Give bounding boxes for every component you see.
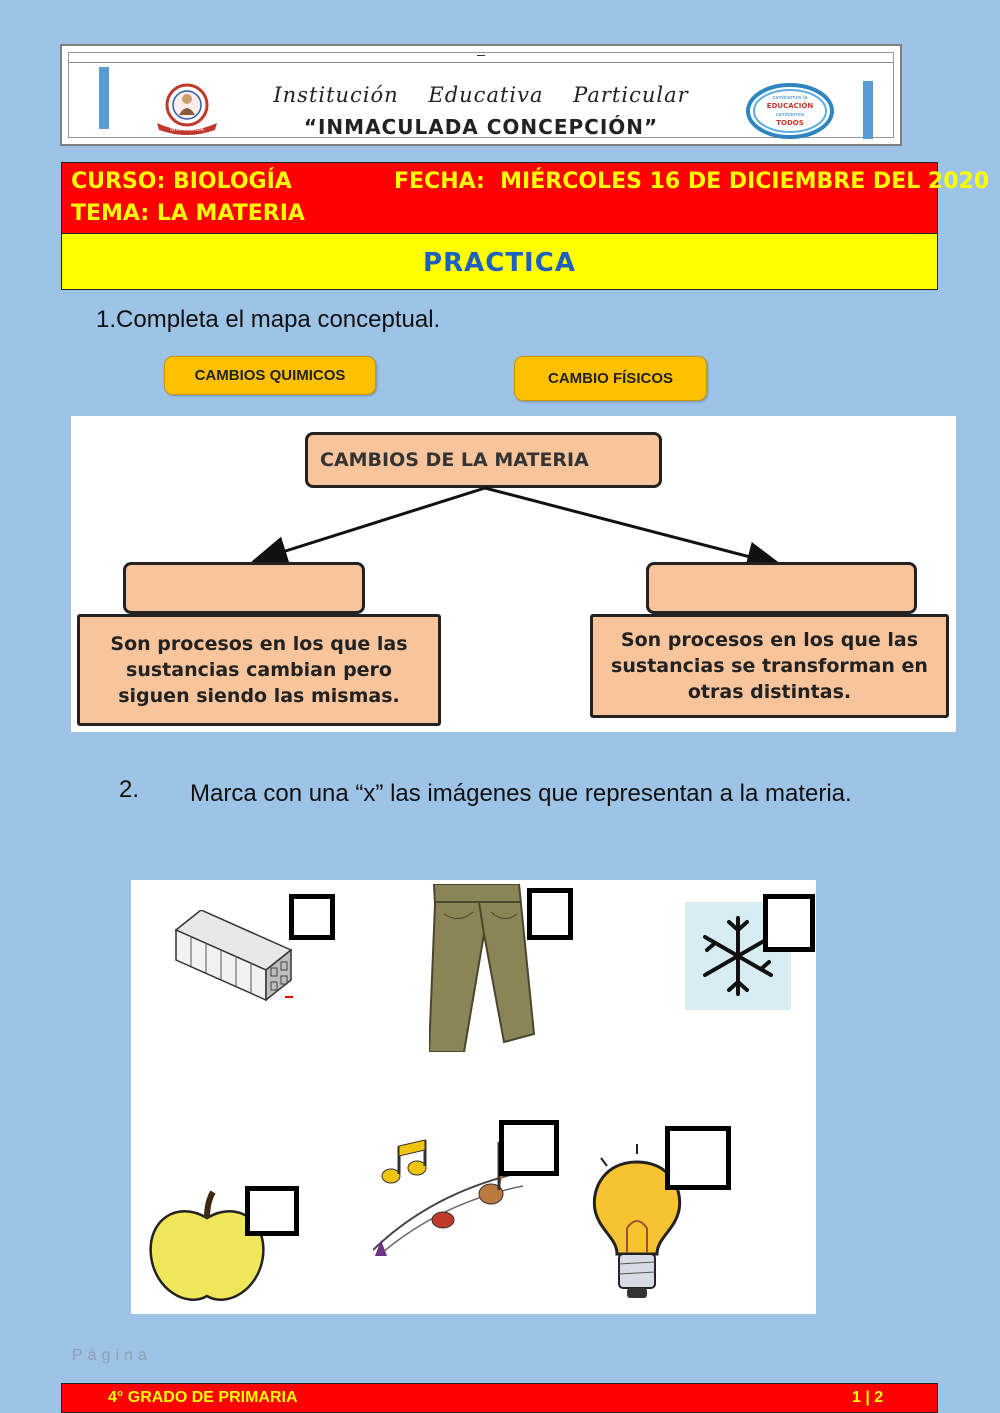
definition-left-text: Son procesos en los que las sustancias cambian pero siguen siendo las mismas.: [110, 633, 408, 707]
seal-line-4: TODOS: [776, 119, 804, 127]
topic-label: TEMA: LA MATERIA: [71, 201, 305, 226]
concept-map: [71, 416, 956, 732]
checkbox-light-bulb[interactable]: [665, 1126, 731, 1190]
blank-right-box[interactable]: [646, 562, 917, 614]
checkbox-snowflake[interactable]: [763, 894, 815, 952]
arrow-right: [485, 488, 777, 564]
arrow-left: [257, 488, 485, 560]
section-title: PRACTICA: [423, 248, 576, 278]
education-seal-icon: [745, 83, 835, 139]
crest-text: INMACULADA: [170, 127, 204, 133]
definition-left-box: [77, 614, 441, 726]
option-cambios-quimicos[interactable]: CAMBIOS QUIMICOS: [164, 356, 376, 395]
checkbox-brick[interactable]: [289, 894, 335, 940]
school-name: “INMACULADA CONCEPCIÓN”: [303, 115, 659, 139]
seal-line-2: EDUCACIÓN: [766, 102, 814, 110]
question-2-text: Marca con una “x” las imágenes que representan a la materia.: [190, 780, 852, 807]
question-1-text: 1.Completa el mapa conceptual.: [96, 306, 441, 333]
image-panel: [131, 880, 816, 1314]
footer-band: [61, 1383, 938, 1413]
institution-line: Institución Educativa Particular: [273, 83, 689, 107]
header-inner-frame: [68, 52, 894, 138]
checkbox-pants[interactable]: [527, 888, 573, 940]
pants-icon: [429, 884, 539, 1052]
checkbox-music-notes[interactable]: [499, 1120, 559, 1176]
question-2-number: 2.: [119, 776, 140, 803]
brick-icon: [171, 910, 301, 1010]
grade-label: 4° GRADO DE PRIMARIA: [108, 1389, 298, 1406]
seal-line-1: cambiemos la: [772, 95, 808, 101]
root-label: CAMBIOS DE LA MATERIA: [320, 449, 589, 471]
course-info-band: [61, 162, 990, 234]
page-number: 1 | 2: [852, 1389, 884, 1406]
school-header: [60, 44, 902, 146]
option-cambio-fisicos[interactable]: CAMBIO FÍSICOS: [514, 356, 707, 401]
definition-right-text: Son procesos en los que las sustancias se transforman en otras distintas.: [611, 629, 928, 703]
date-label: FECHA: MIÉRCOLES 16 DE DICIEMBRE DEL 2020: [394, 169, 990, 194]
practica-band: [61, 234, 938, 290]
blank-left-box[interactable]: [123, 562, 365, 614]
page-label: Página: [72, 1347, 152, 1364]
checkbox-apple[interactable]: [245, 1186, 299, 1236]
course-label: CURSO: BIOLOGÍA: [71, 169, 292, 194]
seal-line-3: cambiemos: [775, 112, 805, 118]
definition-right-box: [590, 614, 949, 718]
